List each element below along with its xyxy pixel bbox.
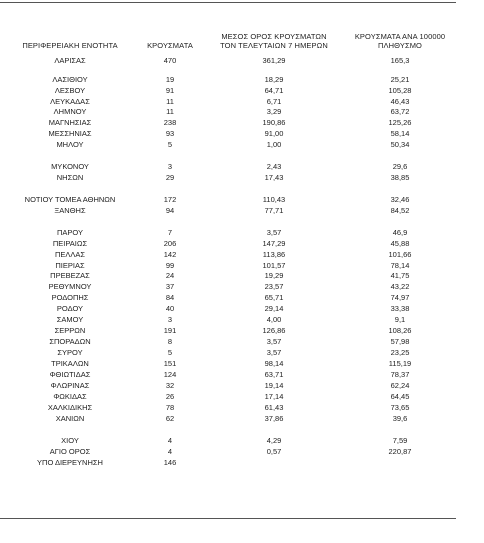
cases-cell: 32 [165,381,175,390]
cases-cell: 151 [163,359,177,368]
per100k-cell: 105,28 [388,86,412,95]
cases-cell: 191 [163,326,177,335]
table-row [0,206,484,215]
table-row [0,337,484,346]
per100k-cell: 32,46 [390,195,410,204]
avg-cell: 61,43 [264,403,284,412]
cases-cell: 91 [165,86,175,95]
cases-cell: 24 [165,271,175,280]
cases-cell: 7 [167,228,173,237]
region-cell: ΧΙΟΥ [61,436,79,445]
per100k-cell: 45,88 [390,239,410,248]
per100k-cell: 64,45 [390,392,410,401]
avg-cell: 2,43 [266,162,282,171]
table-row [0,250,484,259]
table-row [0,370,484,379]
table-row [0,173,484,182]
cases-cell: 5 [167,348,173,357]
region-cell: ΛΕΥΚΑΔΑΣ [50,97,90,106]
avg-cell: 361,29 [262,56,286,65]
cases-cell: 84 [165,293,175,302]
region-cell: ΧΑΛΚΙΔΙΚΗΣ [47,403,93,412]
cases-cell: 26 [165,392,175,401]
region-cell: ΝΟΤΙΟΥ ΤΟΜΕΑ ΑΘΗΝΩΝ [24,195,116,204]
avg-cell: 3,29 [266,107,282,116]
cases-cell: 94 [165,206,175,215]
avg-cell: 6,71 [266,97,282,106]
per100k-cell: 9,1 [394,315,406,324]
header-cases: ΚΡΟΥΣΜΑΤΑ [147,41,193,50]
per100k-cell: 58,14 [390,129,410,138]
avg-cell: 1,00 [266,140,282,149]
avg-cell: 37,86 [264,414,284,423]
region-cell: ΣΥΡΟΥ [57,348,83,357]
region-cell: ΝΗΣΩΝ [56,173,84,182]
cases-cell: 470 [163,56,177,65]
header-region: ΠΕΡΙΦΕΡΕΙΑΚΗ ΕΝΟΤΗΤΑ [22,41,118,50]
region-cell: ΦΛΩΡΙΝΑΣ [50,381,90,390]
avg-cell: 19,14 [264,381,284,390]
table-row [0,75,484,84]
per100k-cell: 57,98 [390,337,410,346]
per100k-cell: 62,24 [390,381,410,390]
per100k-cell: 43,22 [390,282,410,291]
avg-cell: 17,43 [264,173,284,182]
per100k-cell: 73,65 [390,403,410,412]
avg-cell: 147,29 [262,239,286,248]
cases-cell: 93 [165,129,175,138]
table-row [0,282,484,291]
per100k-cell: 220,87 [388,447,412,456]
region-cell: ΞΑΝΘΗΣ [54,206,86,215]
cases-cell: 37 [165,282,175,291]
region-cell: ΛΗΜΝΟΥ [53,107,87,116]
table-row [0,162,484,171]
table-row [0,118,484,127]
per100k-cell: 7,59 [392,436,408,445]
avg-cell: 110,43 [262,195,286,204]
region-cell: ΠΕΙΡΑΙΩΣ [52,239,88,248]
cases-cell: 4 [167,447,173,456]
per100k-cell: 78,14 [390,261,410,270]
region-cell: ΡΟΔΟΥ [56,304,84,313]
cases-cell: 3 [167,162,173,171]
table-row [0,348,484,357]
per100k-cell: 165,3 [390,56,410,65]
avg-cell: 23,57 [264,282,284,291]
avg-cell: 101,57 [262,261,286,270]
per100k-cell: 115,19 [388,359,412,368]
table-row [0,326,484,335]
avg-cell: 113,86 [262,250,286,259]
table-row [0,381,484,390]
table-row [0,239,484,248]
per100k-cell: 63,72 [390,107,410,116]
avg-cell: 19,29 [264,271,284,280]
region-cell: ΜΥΚΟΝΟΥ [51,162,89,171]
cases-cell: 4 [167,436,173,445]
region-cell: ΡΕΘΥΜΝΟΥ [48,282,92,291]
cases-cell: 124 [163,370,177,379]
region-cell: ΤΡΙΚΑΛΩΝ [51,359,89,368]
region-cell: ΛΑΣΙΘΙΟΥ [52,75,88,84]
table-row [0,304,484,313]
table-row [0,392,484,401]
per100k-cell: 29,6 [392,162,408,171]
per100k-cell: 39,6 [392,414,408,423]
avg-cell: 4,00 [266,315,282,324]
region-cell: ΑΓΙΟ ΟΡΟΣ [49,447,91,456]
region-cell: ΥΠΟ ΔΙΕΡΕΥΝΗΣΗ [37,458,103,467]
cases-cell: 78 [165,403,175,412]
per100k-cell: 84,52 [390,206,410,215]
cases-cell: 62 [165,414,175,423]
region-cell: ΠΡΕΒΕΖΑΣ [50,271,90,280]
region-cell: ΠΙΕΡΙΑΣ [55,261,85,270]
per100k-cell: 46,43 [390,97,410,106]
avg-cell: 63,71 [264,370,284,379]
per100k-cell: 25,21 [390,75,410,84]
avg-cell: 3,57 [266,228,282,237]
cases-cell: 206 [163,239,177,248]
cases-cell: 29 [165,173,175,182]
table-row [0,86,484,95]
cases-cell: 11 [166,107,174,116]
cases-cell: 11 [166,97,174,106]
cases-cell: 99 [165,261,175,270]
cases-cell: 19 [165,75,175,84]
avg-cell: 65,71 [264,293,284,302]
per100k-cell: 23,25 [390,348,410,357]
avg-cell: 4,29 [266,436,282,445]
region-cell: ΜΑΓΝΗΣΙΑΣ [48,118,92,127]
region-cell: ΠΑΡΟΥ [56,228,83,237]
per100k-cell: 38,85 [390,173,410,182]
bottom-rule [0,518,456,519]
avg-cell: 29,14 [264,304,284,313]
table-row [0,97,484,106]
table-row [0,56,484,65]
cases-cell: 142 [163,250,177,259]
per100k-cell: 41,75 [390,271,410,280]
region-cell: ΣΕΡΡΩΝ [54,326,86,335]
per100k-cell: 101,66 [388,250,412,259]
table-row [0,129,484,138]
region-cell: ΦΩΚΙΔΑΣ [53,392,87,401]
avg-cell: 126,86 [262,326,286,335]
table-row [0,271,484,280]
cases-cell: 40 [165,304,175,313]
cases-cell: 172 [163,195,177,204]
cases-cell: 3 [167,315,173,324]
avg-cell: 3,57 [266,348,282,357]
table-row [0,261,484,270]
region-cell: ΡΟΔΟΠΗΣ [51,293,89,302]
table-row [0,195,484,204]
table-row [0,293,484,302]
region-cell: ΛΕΣΒΟΥ [54,86,86,95]
cases-cell: 8 [167,337,173,346]
table-row [0,414,484,423]
region-cell: ΦΘΙΩΤΙΔΑΣ [49,370,91,379]
per100k-cell: 78,37 [390,370,410,379]
avg-cell: 91,00 [264,129,284,138]
region-cell: ΛΑΡΙΣΑΣ [54,56,86,65]
per100k-cell: 33,38 [390,304,410,313]
avg-cell: 3,57 [266,337,282,346]
table-row [0,140,484,149]
per100k-cell: 46,9 [392,228,408,237]
per100k-cell: 74,97 [390,293,410,302]
per100k-cell: 108,26 [388,326,412,335]
avg-cell: 98,14 [264,359,284,368]
table-row [0,403,484,412]
table-row [0,107,484,116]
avg-cell: 190,86 [262,118,286,127]
region-cell: ΜΕΣΣΗΝΙΑΣ [48,129,92,138]
avg-cell: 18,29 [264,75,284,84]
table-row [0,458,484,467]
avg-cell: 77,71 [264,206,284,215]
region-cell: ΣΠΟΡΑΔΩΝ [49,337,91,346]
table-row [0,228,484,237]
avg-cell: 64,71 [264,86,284,95]
table-row [0,447,484,456]
region-cell: ΣΑΜΟΥ [56,315,84,324]
cases-cell: 146 [163,458,177,467]
region-cell: ΧΑΝΙΩΝ [55,414,85,423]
per100k-cell: 125,26 [388,118,412,127]
cases-cell: 5 [167,140,173,149]
table-row [0,359,484,368]
avg-cell: 0,57 [266,447,282,456]
region-cell: ΜΗΛΟΥ [56,140,84,149]
region-cell: ΠΕΛΛΑΣ [54,250,86,259]
cases-cell: 238 [163,118,177,127]
header-avg-7-days: ΜΕΣΟΣ ΟΡΟΣ ΚΡΟΥΣΜΑΤΩΝ ΤΟΝ ΤΕΛΕΥΤΑΙΩΝ 7 ΗΜΕΡΩΝ [220,32,328,50]
table-row [0,315,484,324]
table-row [0,436,484,445]
avg-cell: 17,14 [264,392,284,401]
header-cases-per-100k: ΚΡΟΥΣΜΑΤΑ ΑΝΑ 100000 ΠΛΗΘΥΣΜΟ [354,32,446,50]
per100k-cell: 50,34 [390,140,410,149]
